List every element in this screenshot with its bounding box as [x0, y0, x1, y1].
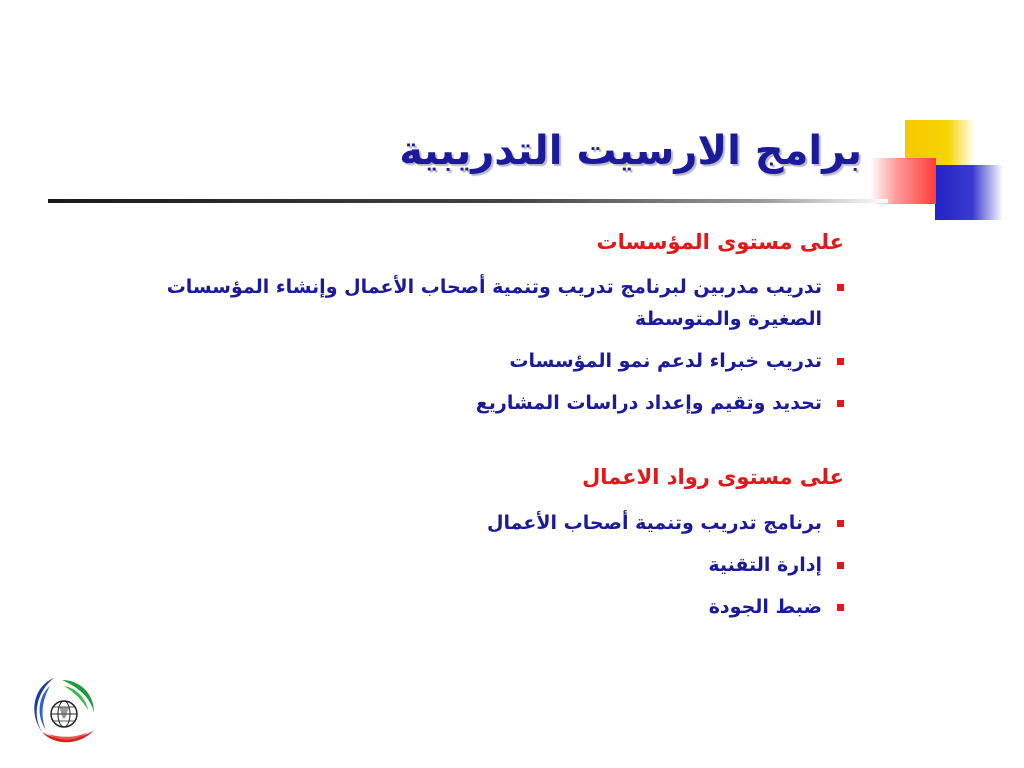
- organization-logo-globe-icon: [24, 672, 100, 748]
- list-item-text: تحديد وتقيم وإعداد دراسات المشاريع: [475, 392, 822, 415]
- bullet-list-entrepreneurs: [144, 507, 844, 623]
- square-bullet-icon: [837, 562, 844, 569]
- list-item: [144, 549, 844, 581]
- square-bullet-icon: [837, 284, 844, 291]
- section-heading-institutions: على مستوى المؤسسات: [596, 230, 844, 254]
- list-item-text: تدريب مدربين لبرنامج تدريب وتنمية أصحاب الأعمال وإنشاء المؤسسات الصغيرة والمتوسطة: [166, 276, 822, 331]
- list-item-text: برنامج تدريب وتنمية أصحاب الأعمال: [487, 511, 822, 534]
- decoration-blue-square: [935, 165, 1003, 220]
- list-item: [144, 591, 844, 623]
- list-item-text: ضبط الجودة: [708, 595, 822, 618]
- decoration-red-square: [870, 158, 936, 204]
- section-heading-entrepreneurs: على مستوى رواد الاعمال: [582, 465, 844, 490]
- square-bullet-icon: [837, 604, 844, 611]
- list-item-text: تدريب خبراء لدعم نمو المؤسسات: [509, 350, 822, 373]
- list-item-text: إدارة التقنية: [708, 553, 822, 576]
- square-bullet-icon: [837, 520, 844, 527]
- bullet-list-institutions: [144, 271, 844, 419]
- list-item: [144, 387, 844, 419]
- square-bullet-icon: [837, 358, 844, 365]
- list-item: [144, 345, 844, 377]
- slide-title: برامج الارسيت التدريبية: [399, 128, 862, 174]
- square-bullet-icon: [837, 400, 844, 407]
- list-item: [144, 507, 844, 539]
- slide-content: [144, 228, 844, 633]
- list-item: [144, 271, 844, 335]
- title-divider: [48, 199, 888, 203]
